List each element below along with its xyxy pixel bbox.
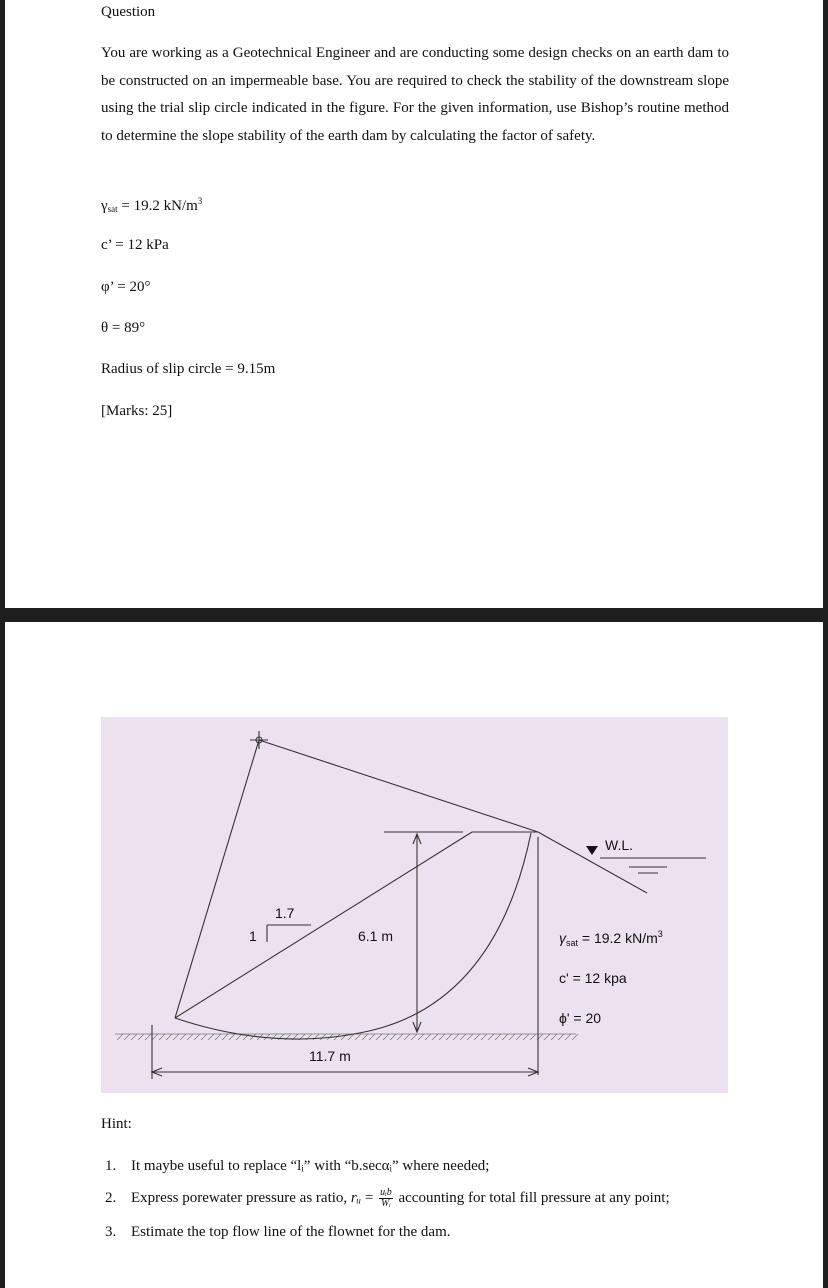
label-slope-v: 1 xyxy=(249,928,257,944)
page-2 xyxy=(5,622,823,1288)
param-gamma-sat: $\gamma_{sat} = 19.2$ $kN/m^3$ xyxy=(101,196,203,214)
viewer-right-edge xyxy=(823,0,828,1288)
question-heading: Question xyxy=(101,4,156,20)
hint-item-2: 2. Express porewater pressure as ratio, rᵤ = $\frac{\text{uᵢb}}{\text{Wᵢ}}$ accounting for total fill pressure at any point; xyxy=(105,1187,670,1209)
page-divider xyxy=(0,608,828,622)
label-height: 6.1 m xyxy=(358,928,394,944)
label-water-level: W.L. xyxy=(605,837,634,853)
dam-diagram xyxy=(101,717,728,1093)
label-gamma-sat: $\gamma_{sat} = 19.2$ $kN/m^3$ xyxy=(559,929,663,948)
param-friction-angle: φ’ = 20° xyxy=(101,279,151,295)
pore-pressure-fraction: $\frac{\text{uᵢb}}{\text{Wᵢ}}$ xyxy=(380,1187,392,1209)
param-theta: θ = 89° xyxy=(101,320,146,336)
page-1 xyxy=(5,0,823,608)
param-cohesion: c’ = 12 kPa xyxy=(101,237,169,253)
label-friction: ϕ' = 20 xyxy=(559,1010,602,1026)
label-cohesion: c' = 12 kpa xyxy=(559,970,627,986)
label-slope-h: 1.7 xyxy=(275,905,295,921)
param-radius: Radius of slip circle = 9.15m xyxy=(101,361,276,377)
dam-figure xyxy=(101,717,728,1093)
label-base: 11.7 m xyxy=(309,1048,351,1064)
marks: [Marks: 25] xyxy=(101,403,173,419)
hint-item-3: 3. Estimate the top flow line of the flownet for the dam. xyxy=(105,1224,451,1240)
hint-label: Hint: xyxy=(101,1116,132,1132)
hint-item-1: 1. It maybe useful to replace “lᵢ” with “b.secαᵢ” where needed; xyxy=(105,1158,490,1174)
question-body: You are working as a Geotechnical Engineer and are conducting some design checks on an earth dam to be constructed on an impermeable base. You are required to check the stability of the downstream slope using the trial slip circle indicated in the figure. For the given information, use Bishop’s routine method to determine the slope stability of the earth dam by calculating the factor of safety. xyxy=(101,45,729,144)
